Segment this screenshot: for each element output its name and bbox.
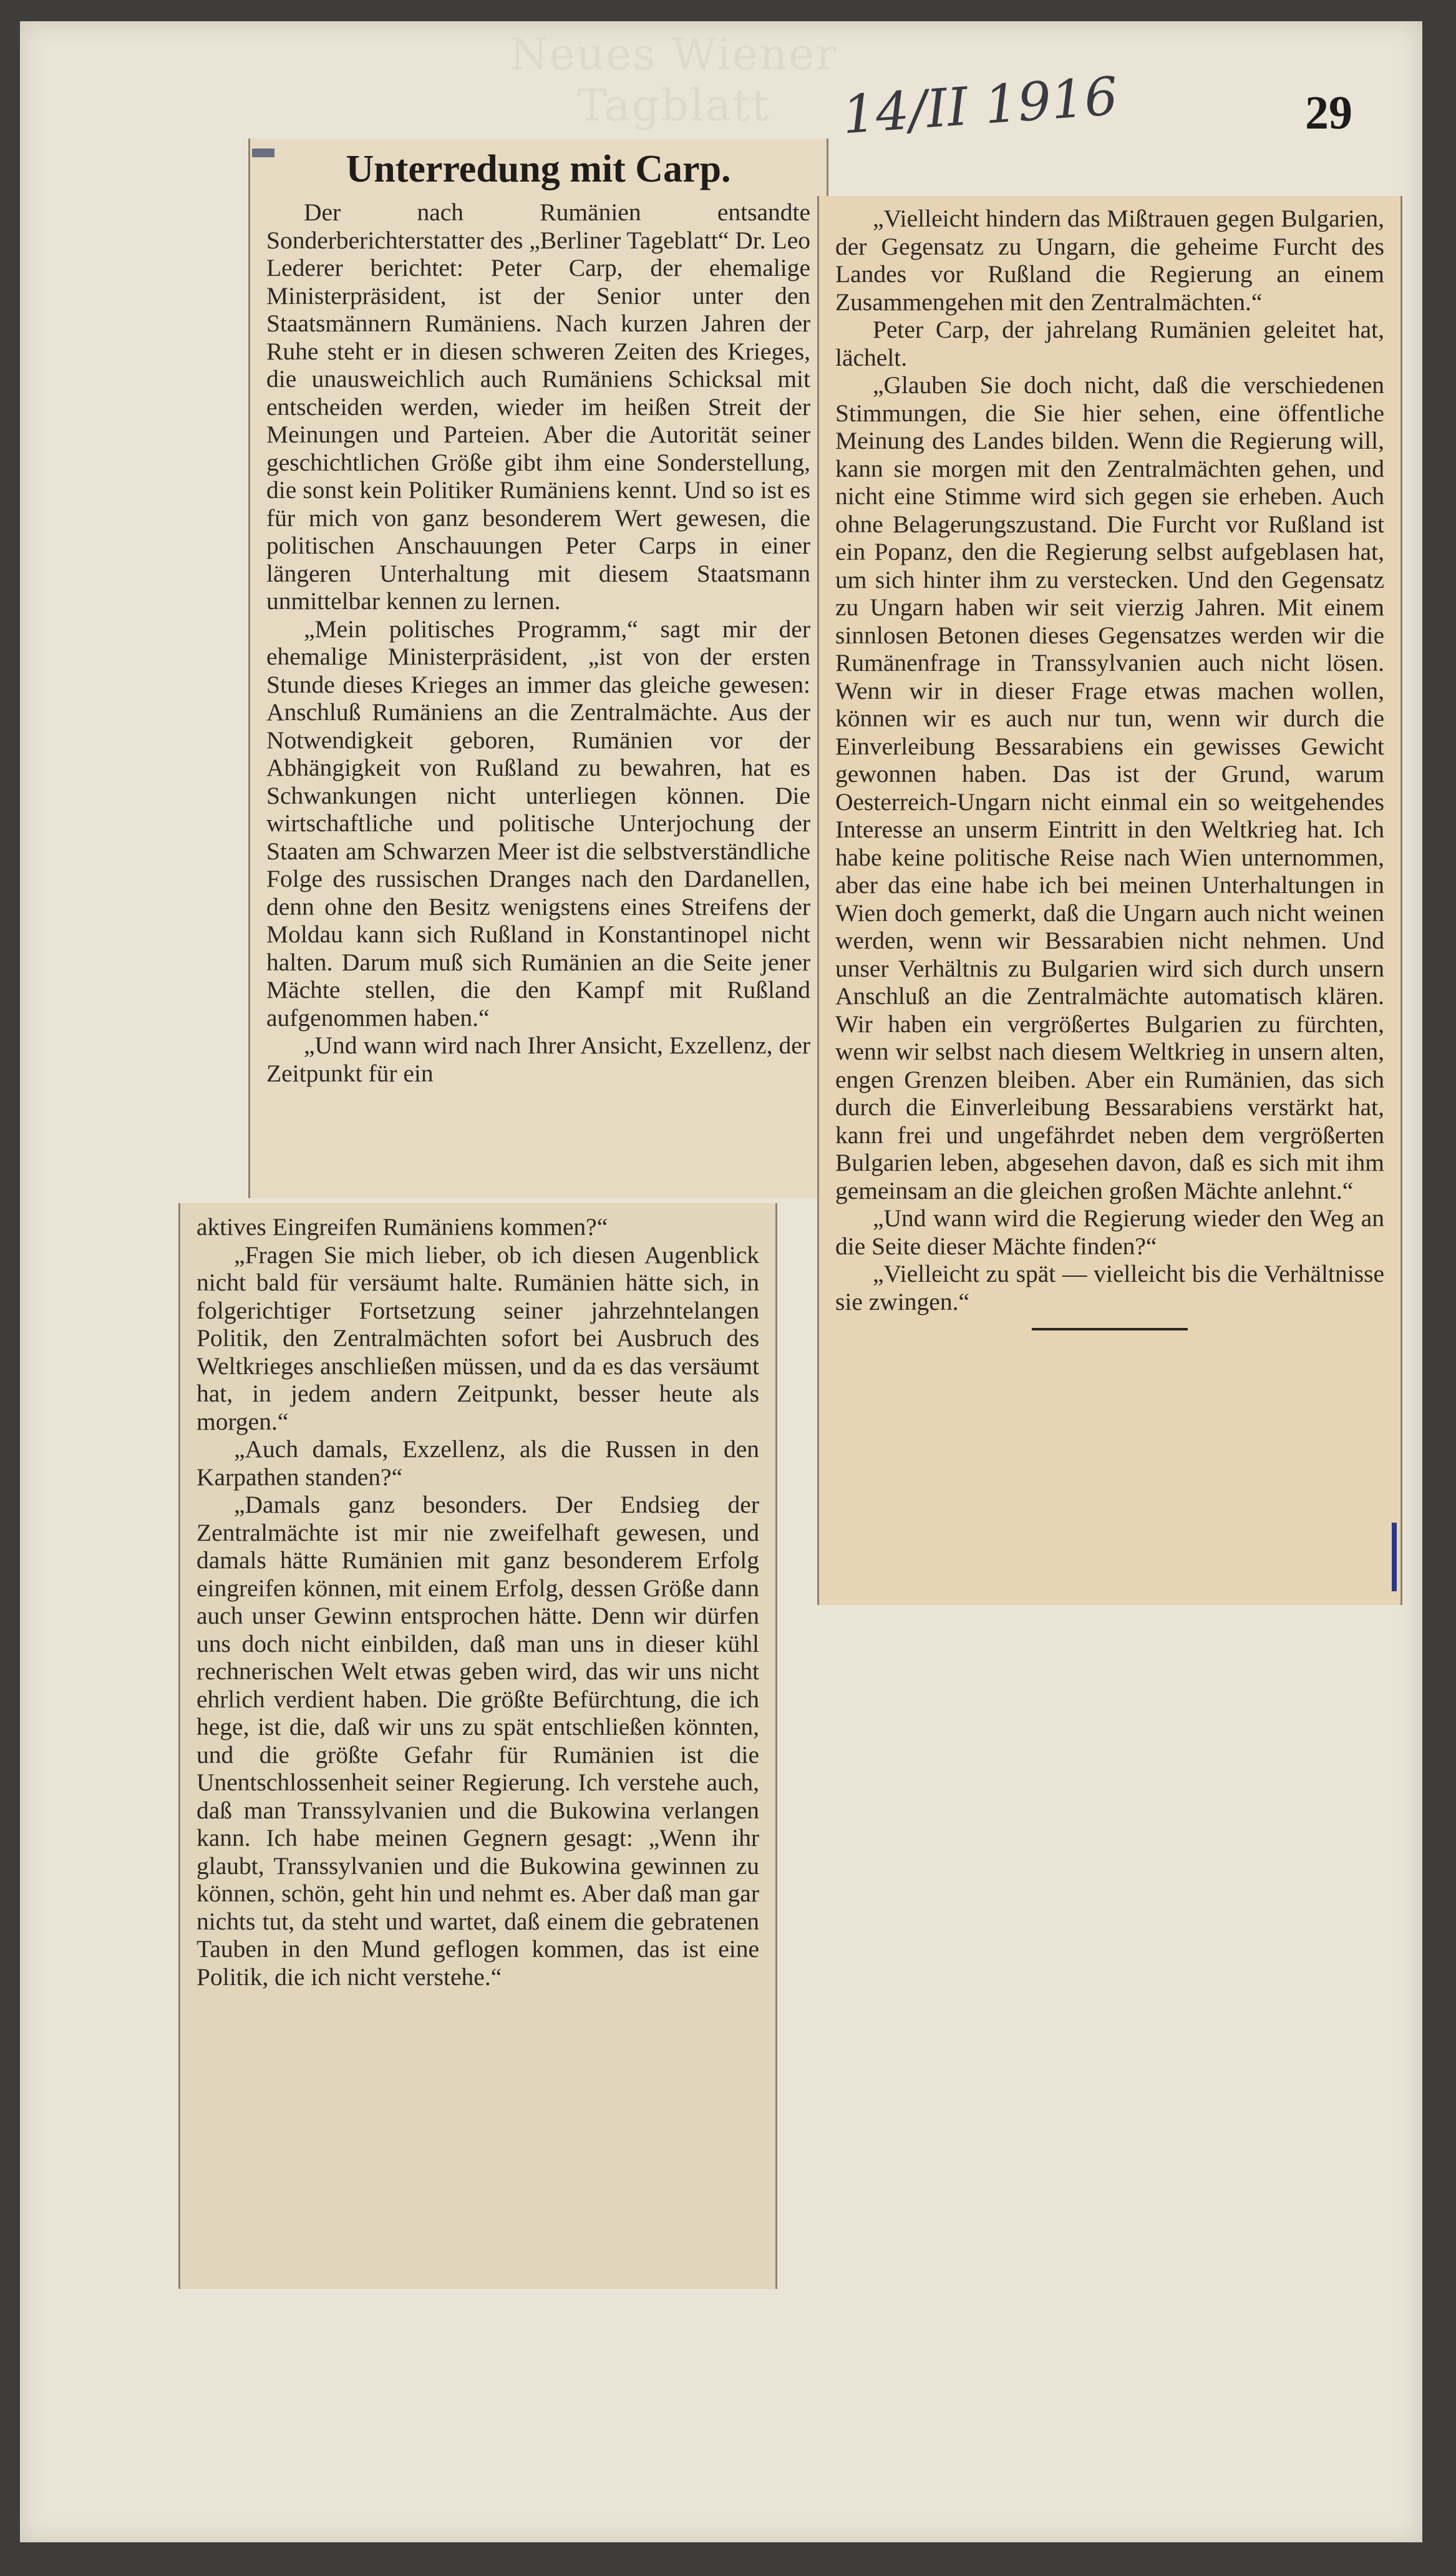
clipping-column-3 xyxy=(817,196,1402,1605)
article-paragraph: „Fragen Sie mich lieber, ob ich diesen Augenblick nicht bald für versäumt halte. Rumänien hätte sich, in folgerichtiger Fortsetzung seiner jahrzehntelangen Politik, den Zentralmächten sofort bei Ausbruch des Weltkrieges anschließen müssen, und da es das versäumt hat, in jedem andern Zeitpunkt, besser heute als morgen.“ xyxy=(197,1241,759,1435)
article-paragraph: „Vielleicht zu spät — vielleicht bis die Verhältnisse sie zwingen.“ xyxy=(835,1260,1384,1315)
article-paragraph: „Und wann wird nach Ihrer Ansicht, Exzellenz, der Zeitpunkt für ein xyxy=(266,1032,810,1087)
article-paragraph: „Auch damals, Exzellenz, als die Russen in den Karpathen standen?“ xyxy=(197,1435,759,1491)
masthead: Neues Wiener Tagblatt xyxy=(510,29,838,131)
blue-pencil-mark xyxy=(1392,1523,1397,1591)
article-paragraph: Peter Carp, der jahrelang Rumänien geleitet hat, lächelt. xyxy=(835,316,1384,371)
article-paragraph: „Mein politisches Programm,“ sagt mir der ehemalige Ministerpräsident, „ist von der ersten Stunde dieses Krieges an immer das gleiche gewesen: Anschluß Rumäniens an die Zentralmächte. Aus der Notwendigkeit geboren, Rumänien vor der Abhängigkeit von Rußland zu bewahren, hat es Schwankungen nicht unterliegen können. Die wirtschaftliche und politische Unterjochung der Staaten am Schwarzen Meer ist die selbstverständliche Folge des russischen Dranges nach den Dardanellen, denn ohne den Besitz wenigstens eines Streifens der Moldau kann sich Rußland in Konstantinopel nicht halten. Darum muß sich Rumänien an die Seite jener Mächte stellen, die den Kampf mit Rußland aufgenommen haben.“ xyxy=(266,615,810,1032)
article-title: Unterredung mit Carp. xyxy=(346,148,731,190)
article-paragraph: „Und wann wird die Regierung wieder den Weg an die Seite dieser Mächte finden?“ xyxy=(835,1204,1384,1260)
clipping-column-2 xyxy=(178,1203,777,2289)
end-rule xyxy=(1032,1328,1188,1330)
article-paragraph: aktives Eingreifen Rumäniens kommen?“ xyxy=(197,1213,608,1241)
page-number: 29 xyxy=(1305,87,1352,139)
clipping-column-1 xyxy=(248,139,828,1198)
ink-mark xyxy=(252,149,274,157)
handwritten-date: 14/II 1916 xyxy=(840,65,1120,146)
article-paragraph: „Vielleicht hindern das Mißtrauen gegen Bulgarien, der Gegensatz zu Ungarn, die geheime Furcht des Landes vor Rußland die Regierung an einem Zusammengehen mit den Zentralmächten.“ xyxy=(835,205,1384,316)
article-paragraph: „Glauben Sie doch nicht, daß die verschiedenen Stimmungen, die Sie hier sehen, eine öffentliche Meinung des Landes bilden. Wenn die Regierung will, kann sie morgen mit den Zentralmächten gehen, und nicht eine Stimme wird sich gegen sie erheben. Auch ohne Belagerungszustand. Die Furcht vor Rußland ist ein Popanz, den die Regierung selbst aufgeblasen hat, um sich hinter ihm zu verstecken. Und den Gegensatz zu Ungarn haben wir seit vierzig Jahren. Mit einem sinnlosen Betonen dieses Gegensatzes werden wir die Rumänenfrage in Transsylvanien auch nicht lösen. Wenn wir in dieser Frage etwas machen wollen, können wir es auch nur tun, wenn wir durch die Einverleibung Bessarabiens ein gewisses Gewicht gewonnen haben. Das ist der Grund, warum Oesterreich-Ungarn nicht einmal ein so weitgehendes Interesse an unserm Eintritt in den Weltkrieg hat. Ich habe keine politische Reise nach Wien unternommen, aber das eine habe ich bei meinen Unterhaltungen in Wien doch gemerkt, daß die Ungarn auch nicht weinen werden, wenn wir Bessarabien nicht nehmen. Und unser Verhältnis zu Bulgarien wird sich durch unsern Anschluß an die Zentralmächte automatisch klären. Wir haben ein vergrößertes Bulgarien zu fürchten, wenn wir selbst nach diesem Weltkrieg in unsern alten, engen Grenzen bleiben. Aber ein Rumänien, das sich durch die Einverleibung Bessarabiens verstärkt hat, kann frei und ungefährdet neben dem vergrößerten Bulgarien leben, abgesehen davon, daß es sich mit ihm gemeinsam an die gleichen großen Mächte anlehnt.“ xyxy=(835,371,1384,1204)
article-paragraph: Der nach Rumänien entsandte Sonderberichterstatter des „Berliner Tageblatt“ Dr. Leo Lederer berichtet: Peter Carp, der ehemalige Ministerpräsident, ist der Senior unter den Staatsmännern Rumäniens. Nach kurzen Jahren der Ruhe steht er in diesen schweren Zeiten des Krieges, die unausweichlich auch Rumäniens Schicksal mit entscheiden werden, wieder im heißen Streit der Meinungen und Parteien. Aber die Autorität seiner geschichtlichen Größe gibt ihm eine Sonderstellung, die sonst kein Politiker Rumäniens kennt. Und so ist es für mich von ganz besonderem Wert gewesen, die politischen Anschauungen Peter Carps in einer längeren Unterhaltung mit diesem Staatsmann unmittelbar kennen zu lernen. xyxy=(266,198,810,615)
article-paragraph: „Damals ganz besonders. Der Endsieg der Zentralmächte ist mir nie zweifelhaft gewesen, und damals hätte Rumänien mit ganz besonderem Erfolg eingreifen können, mit einem Erfolg, dessen Größe dann auch unser Gewinn entsprochen hätte. Denn wir dürfen uns doch nicht einbilden, daß man uns in dieser kühl rechnerischen Welt etwas geben wird, das wir uns nicht ehrlich verdient haben. Die größte Befürchtung, die ich hege, ist die, daß wir uns zu spät entschließen könnten, und die größte Gefahr für Rumänien ist die Unentschlossenheit seiner Regierung. Ich verstehe auch, daß man Transsylvanien und die Bukowina verlangen kann. Ich habe meinen Gegnern gesagt: „Wenn ihr glaubt, Transsylvanien und die Bukowina gewinnen zu können, schön, geht hin und nehmt es. Aber daß man gar nichts tut, da steht und wartet, daß einem die gebratenen Tauben in den Mund geflogen kommen, das ist eine Politik, die ich nicht verstehe.“ xyxy=(197,1491,759,1991)
